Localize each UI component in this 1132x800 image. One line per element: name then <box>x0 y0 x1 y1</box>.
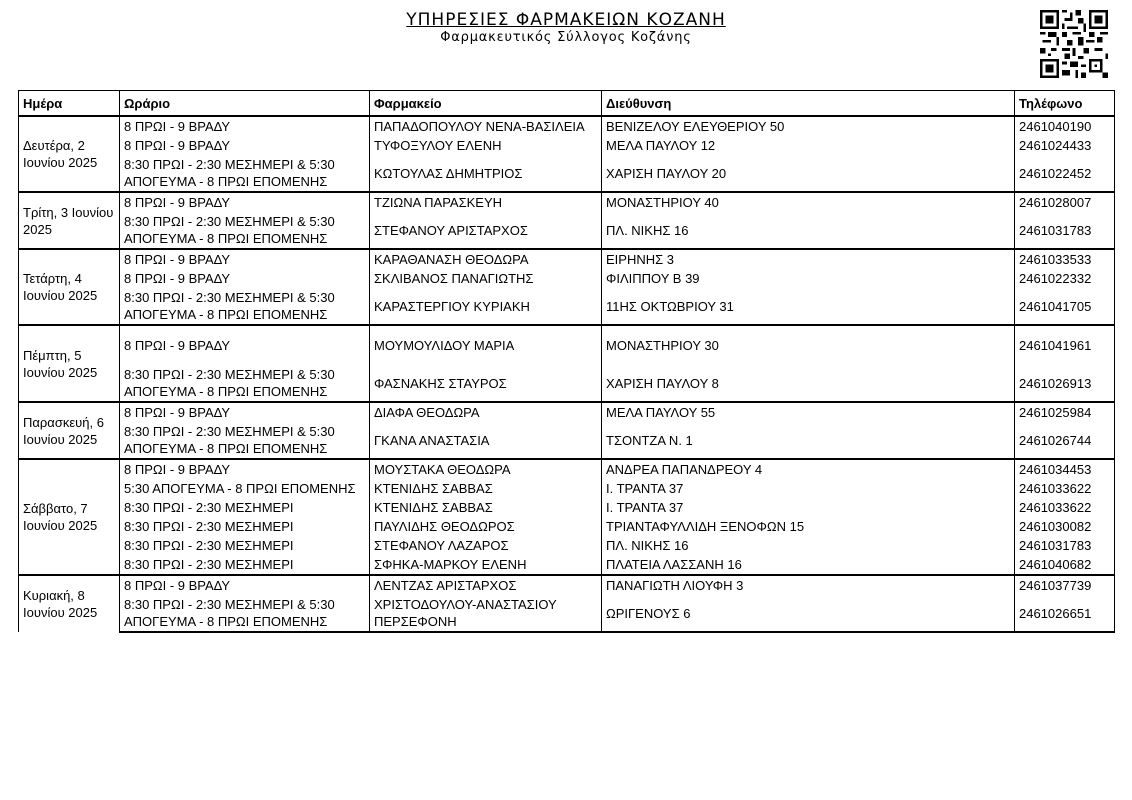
pharmacy-cell: ΚΩΤΟΥΛΑΣ ΔΗΜΗΤΡΙΟΣ <box>370 155 602 192</box>
hours-cell: 8:30 ΠΡΩΙ - 2:30 ΜΕΣΗΜΕΡΙ & 5:30 ΑΠΟΓΕΥΜΑ - 8 ΠΡΩΙ ΕΠΟΜΕΝΗΣ <box>120 422 370 459</box>
table-row <box>19 212 1115 249</box>
table-row <box>19 479 1115 498</box>
pharmacy-cell: ΚΑΡΑΘΑΝΑΣΗ ΘΕΟΔΩΡΑ <box>370 249 602 269</box>
hours-cell: 8:30 ΠΡΩΙ - 2:30 ΜΕΣΗΜΕΡΙ & 5:30 ΑΠΟΓΕΥΜΑ - 8 ΠΡΩΙ ΕΠΟΜΕΝΗΣ <box>120 212 370 249</box>
table-row <box>19 517 1115 536</box>
pharmacy-cell: ΣΚΛΙΒΑΝΟΣ ΠΑΝΑΓΙΩΤΗΣ <box>370 269 602 288</box>
phone-cell: 2461041961 <box>1015 325 1115 365</box>
hours-cell: 8 ΠΡΩΙ - 9 ΒΡΑΔΥ <box>120 269 370 288</box>
address-cell: ΜΟΝΑΣΤΗΡΙΟΥ 30 <box>602 325 1015 365</box>
table-header-row <box>19 91 1115 117</box>
hours-cell: 5:30 ΑΠΟΓΕΥΜΑ - 8 ΠΡΩΙ ΕΠΟΜΕΝΗΣ <box>120 479 370 498</box>
table-row <box>19 422 1115 459</box>
address-cell: ΤΣΟΝΤΖΑ Ν. 1 <box>602 422 1015 459</box>
address-cell: ΠΑΝΑΓΙΩΤΗ ΛΙΟΥΦΗ 3 <box>602 575 1015 595</box>
pharmacy-cell: ΔΙΑΦΑ ΘΕΟΔΩΡΑ <box>370 402 602 422</box>
phone-cell: 2461040190 <box>1015 116 1115 136</box>
phone-cell: 2461033533 <box>1015 249 1115 269</box>
pharmacy-cell: ΠΑΥΛΙΔΗΣ ΘΕΟΔΩΡΟΣ <box>370 517 602 536</box>
table-row <box>19 155 1115 192</box>
day-group-wednesday <box>19 249 1115 325</box>
phone-cell: 2461041705 <box>1015 288 1115 325</box>
hours-cell: 8 ΠΡΩΙ - 9 ΒΡΑΔΥ <box>120 459 370 479</box>
pharmacy-cell: ΜΟΥΣΤΑΚΑ ΘΕΟΔΩΡΑ <box>370 459 602 479</box>
hours-cell: 8:30 ΠΡΩΙ - 2:30 ΜΕΣΗΜΕΡΙ & 5:30 ΑΠΟΓΕΥΜΑ - 8 ΠΡΩΙ ΕΠΟΜΕΝΗΣ <box>120 595 370 632</box>
pharmacy-cell: ΣΤΕΦΑΝΟΥ ΑΡΙΣΤΑΡΧΟΣ <box>370 212 602 249</box>
table-row <box>19 288 1115 325</box>
address-cell: ΧΑΡΙΣΗ ΠΑΥΛΟΥ 8 <box>602 365 1015 402</box>
table-row <box>19 325 1115 365</box>
day-cell: Τετάρτη, 4 Ιουνίου 2025 <box>19 249 120 325</box>
table-row <box>19 192 1115 212</box>
hours-cell: 8 ΠΡΩΙ - 9 ΒΡΑΔΥ <box>120 325 370 365</box>
phone-cell: 2461031783 <box>1015 536 1115 555</box>
phone-cell: 2461024433 <box>1015 136 1115 155</box>
address-cell: ΩΡΙΓΕΝΟΥΣ 6 <box>602 595 1015 632</box>
hours-cell: 8:30 ΠΡΩΙ - 2:30 ΜΕΣΗΜΕΡΙ & 5:30 ΑΠΟΓΕΥΜΑ - 8 ΠΡΩΙ ΕΠΟΜΕΝΗΣ <box>120 365 370 402</box>
day-group-thursday <box>19 325 1115 402</box>
address-cell: ΕΙΡΗΝΗΣ 3 <box>602 249 1015 269</box>
phone-cell: 2461037739 <box>1015 575 1115 595</box>
phone-cell: 2461034453 <box>1015 459 1115 479</box>
pharmacy-schedule-table <box>18 90 1115 633</box>
table-row <box>19 116 1115 136</box>
pharmacy-cell: ΚΤΕΝΙΔΗΣ ΣΑΒΒΑΣ <box>370 498 602 517</box>
day-cell: Δευτέρα, 2 Ιουνίου 2025 <box>19 116 120 192</box>
phone-cell: 2461026651 <box>1015 595 1115 632</box>
pharmacy-cell: ΛΕΝΤΖΑΣ ΑΡΙΣΤΑΡΧΟΣ <box>370 575 602 595</box>
day-cell: Παρασκευή, 6 Ιουνίου 2025 <box>19 402 120 459</box>
day-cell: Τρίτη, 3 Ιουνίου 2025 <box>19 192 120 249</box>
header-pharmacy: Φαρμακείο <box>370 91 602 117</box>
day-group-monday <box>19 116 1115 192</box>
address-cell: 11ΗΣ ΟΚΤΩΒΡΙΟΥ 31 <box>602 288 1015 325</box>
address-cell: ΒΕΝΙΖΕΛΟΥ ΕΛΕΥΘΕΡΙΟΥ 50 <box>602 116 1015 136</box>
address-cell: ΜΕΛΑ ΠΑΥΛΟΥ 12 <box>602 136 1015 155</box>
page-subtitle: Φαρμακευτικός Σύλλογος Κοζάνης <box>440 30 692 45</box>
hours-cell: 8 ΠΡΩΙ - 9 ΒΡΑΔΥ <box>120 575 370 595</box>
header-phone: Τηλέφωνο <box>1015 91 1115 117</box>
table-row <box>19 575 1115 595</box>
day-cell: Σάββατο, 7 Ιουνίου 2025 <box>19 459 120 575</box>
pharmacy-cell: ΓΚΑΝΑ ΑΝΑΣΤΑΣΙΑ <box>370 422 602 459</box>
day-group-sunday <box>19 575 1115 632</box>
address-cell: ΜΟΝΑΣΤΗΡΙΟΥ 40 <box>602 192 1015 212</box>
address-cell: ΠΛ. ΝΙΚΗΣ 16 <box>602 212 1015 249</box>
hours-cell: 8:30 ΠΡΩΙ - 2:30 ΜΕΣΗΜΕΡΙ <box>120 517 370 536</box>
address-cell: ΧΑΡΙΣΗ ΠΑΥΛΟΥ 20 <box>602 155 1015 192</box>
hours-cell: 8 ΠΡΩΙ - 9 ΒΡΑΔΥ <box>120 192 370 212</box>
address-cell: ΠΛΑΤΕΙΑ ΛΑΣΣΑΝΗ 16 <box>602 555 1015 575</box>
phone-cell: 2461028007 <box>1015 192 1115 212</box>
pharmacy-cell: ΚΑΡΑΣΤΕΡΓΙΟΥ ΚΥΡΙΑΚΗ <box>370 288 602 325</box>
table-row <box>19 402 1115 422</box>
pharmacy-cell: ΜΟΥΜΟΥΛΙΔΟΥ ΜΑΡΙΑ <box>370 325 602 365</box>
pharmacy-cell: ΤΖΙΩΝΑ ΠΑΡΑΣΚΕΥΗ <box>370 192 602 212</box>
hours-cell: 8:30 ΠΡΩΙ - 2:30 ΜΕΣΗΜΕΡΙ & 5:30 ΑΠΟΓΕΥΜΑ - 8 ΠΡΩΙ ΕΠΟΜΕΝΗΣ <box>120 288 370 325</box>
page-title: ΥΠΗΡΕΣΙΕΣ ΦΑΡΜΑΚΕΙΩΝ ΚΟΖΑΝΗ <box>406 10 726 30</box>
phone-cell: 2461040682 <box>1015 555 1115 575</box>
address-cell: Ι. ΤΡΑΝΤΑ 37 <box>602 498 1015 517</box>
address-cell: ΤΡΙΑΝΤΑΦΥΛΛΙΔΗ ΞΕΝΟΦΩΝ 15 <box>602 517 1015 536</box>
hours-cell: 8:30 ΠΡΩΙ - 2:30 ΜΕΣΗΜΕΡΙ <box>120 555 370 575</box>
day-cell: Κυριακή, 8 Ιουνίου 2025 <box>19 575 120 632</box>
qr-code-icon <box>1040 10 1108 78</box>
address-cell: ΑΝΔΡΕΑ ΠΑΠΑΝΔΡΕΟΥ 4 <box>602 459 1015 479</box>
phone-cell: 2461033622 <box>1015 498 1115 517</box>
table-row <box>19 498 1115 517</box>
hours-cell: 8 ΠΡΩΙ - 9 ΒΡΑΔΥ <box>120 116 370 136</box>
table-row <box>19 136 1115 155</box>
pharmacy-cell: ΦΑΣΝΑΚΗΣ ΣΤΑΥΡΟΣ <box>370 365 602 402</box>
hours-cell: 8:30 ΠΡΩΙ - 2:30 ΜΕΣΗΜΕΡΙ <box>120 536 370 555</box>
table-row <box>19 365 1115 402</box>
day-group-saturday <box>19 459 1115 575</box>
phone-cell: 2461031783 <box>1015 212 1115 249</box>
day-cell: Πέμπτη, 5 Ιουνίου 2025 <box>19 325 120 402</box>
phone-cell: 2461033622 <box>1015 479 1115 498</box>
header-day: Ημέρα <box>19 91 120 117</box>
pharmacy-cell: ΧΡΙΣΤΟΔΟΥΛΟΥ-ΑΝΑΣΤΑΣΙΟΥ ΠΕΡΣΕΦΟΝΗ <box>370 595 602 632</box>
hours-cell: 8 ΠΡΩΙ - 9 ΒΡΑΔΥ <box>120 136 370 155</box>
table-row <box>19 595 1115 632</box>
address-cell: Ι. ΤΡΑΝΤΑ 37 <box>602 479 1015 498</box>
hours-cell: 8:30 ΠΡΩΙ - 2:30 ΜΕΣΗΜΕΡΙ & 5:30 ΑΠΟΓΕΥΜΑ - 8 ΠΡΩΙ ΕΠΟΜΕΝΗΣ <box>120 155 370 192</box>
phone-cell: 2461026913 <box>1015 365 1115 402</box>
phone-cell: 2461022452 <box>1015 155 1115 192</box>
table-row <box>19 536 1115 555</box>
document-header <box>0 10 1132 46</box>
header-address: Διεύθυνση <box>602 91 1015 117</box>
hours-cell: 8 ΠΡΩΙ - 9 ΒΡΑΔΥ <box>120 249 370 269</box>
hours-cell: 8:30 ΠΡΩΙ - 2:30 ΜΕΣΗΜΕΡΙ <box>120 498 370 517</box>
table-row <box>19 269 1115 288</box>
hours-cell: 8 ΠΡΩΙ - 9 ΒΡΑΔΥ <box>120 402 370 422</box>
phone-cell: 2461026744 <box>1015 422 1115 459</box>
header-hours: Ωράριο <box>120 91 370 117</box>
address-cell: ΜΕΛΑ ΠΑΥΛΟΥ 55 <box>602 402 1015 422</box>
phone-cell: 2461030082 <box>1015 517 1115 536</box>
address-cell: ΦΙΛΙΠΠΟΥ Β 39 <box>602 269 1015 288</box>
day-group-friday <box>19 402 1115 459</box>
pharmacy-cell: ΤΥΦΟΞΥΛΟΥ ΕΛΕΝΗ <box>370 136 602 155</box>
table-row <box>19 249 1115 269</box>
pharmacy-cell: ΣΦΗΚΑ-ΜΑΡΚΟΥ ΕΛΕΝΗ <box>370 555 602 575</box>
pharmacy-cell: ΚΤΕΝΙΔΗΣ ΣΑΒΒΑΣ <box>370 479 602 498</box>
day-group-tuesday <box>19 192 1115 249</box>
address-cell: ΠΛ. ΝΙΚΗΣ 16 <box>602 536 1015 555</box>
pharmacy-cell: ΠΑΠΑΔΟΠΟΥΛΟΥ ΝΕΝΑ-ΒΑΣΙΛΕΙΑ <box>370 116 602 136</box>
phone-cell: 2461025984 <box>1015 402 1115 422</box>
table-row <box>19 555 1115 575</box>
table-row <box>19 459 1115 479</box>
pharmacy-cell: ΣΤΕΦΑΝΟΥ ΛΑΖΑΡΟΣ <box>370 536 602 555</box>
phone-cell: 2461022332 <box>1015 269 1115 288</box>
